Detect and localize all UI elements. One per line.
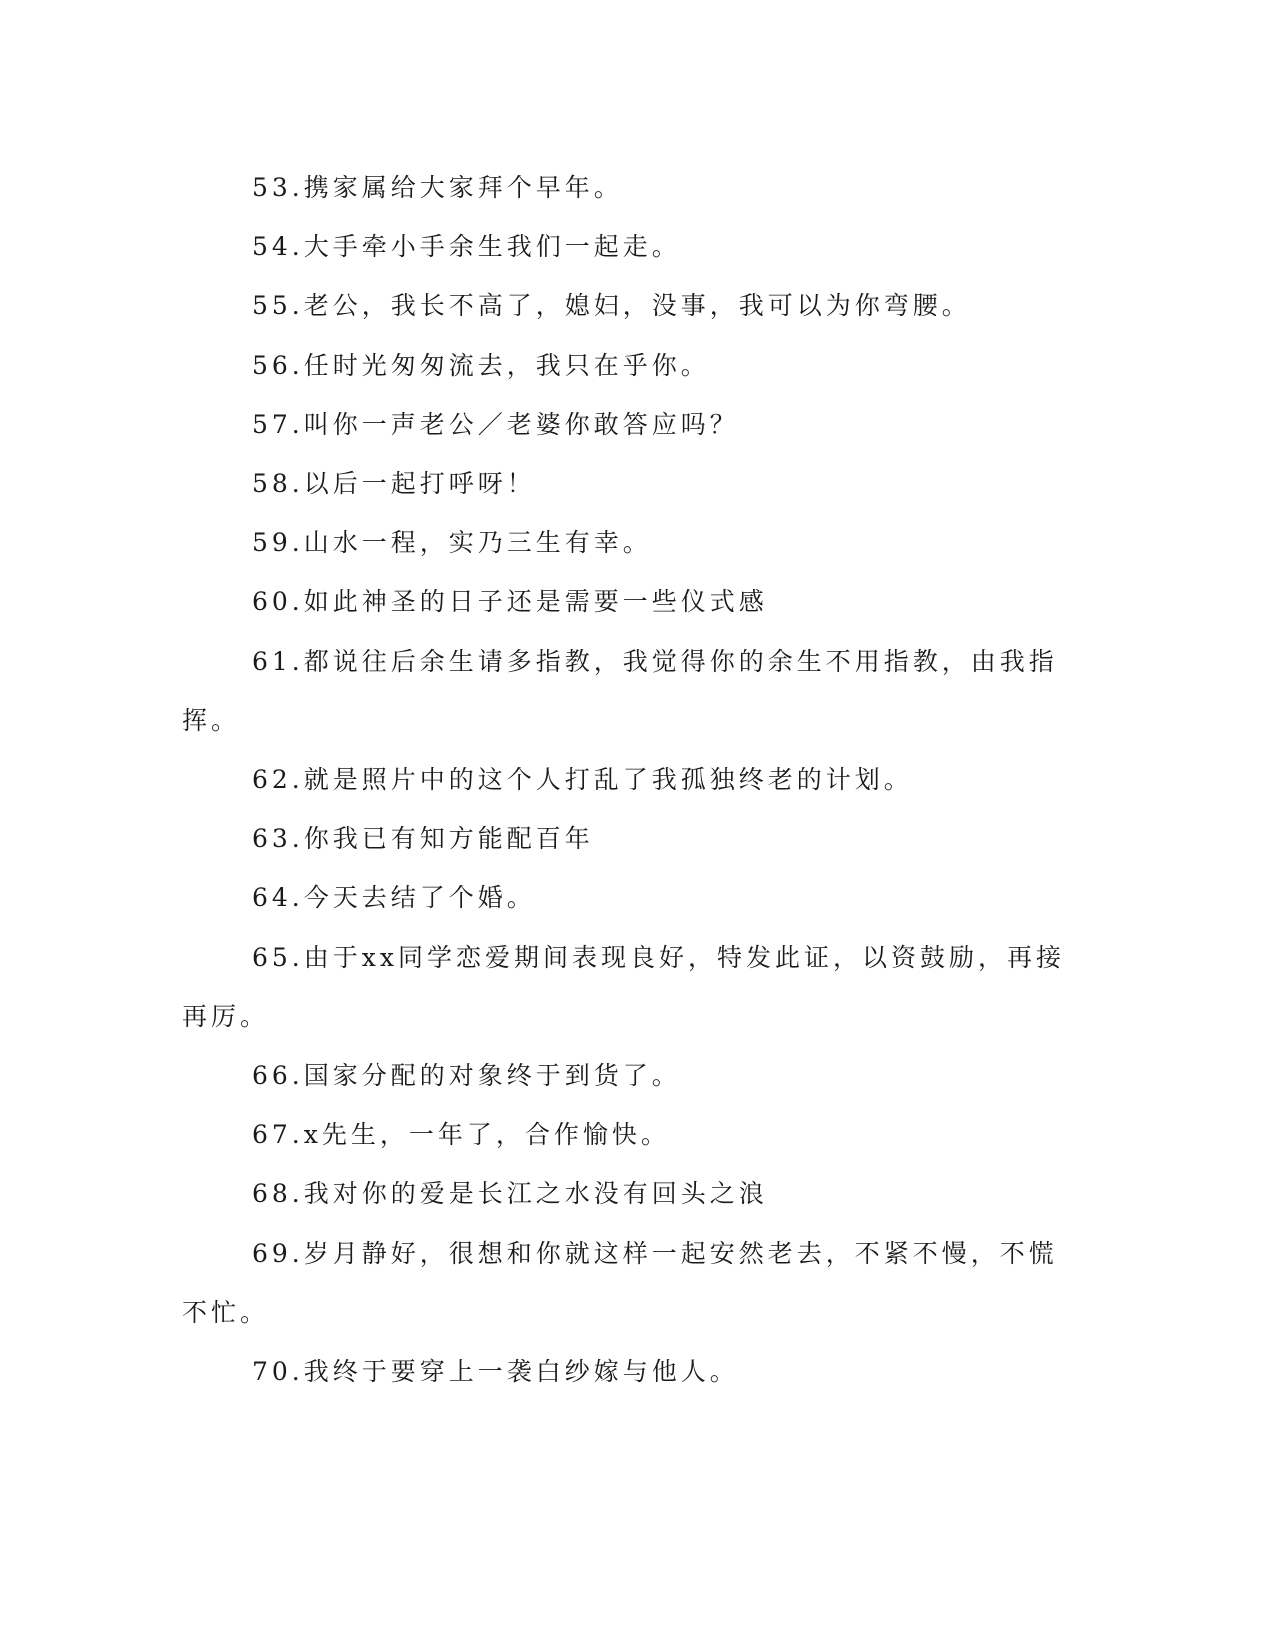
paragraph-62: 62.就是照片中的这个人打乱了我孤独终老的计划。: [252, 765, 913, 795]
paragraph-65: 65.由于xx同学恋爱期间表现良好，特发此证，以资鼓励，再接再厉。: [182, 942, 1065, 1031]
paragraph-56: 56.任时光匆匆流去，我只在乎你。: [252, 350, 710, 380]
paragraph-67: 67.x先生，一年了，合作愉快。: [252, 1120, 670, 1150]
paragraph-55: 55.老公，我长不高了，媳妇，没事，我可以为你弯腰。: [252, 291, 971, 321]
paragraph-58: 58.以后一起打呼呀！: [252, 469, 536, 499]
paragraph-59: 59.山水一程，实乃三生有幸。: [252, 528, 652, 558]
paragraph-69: 69.岁月静好，很想和你就这样一起安然老去，不紧不慢，不慌不忙。: [182, 1238, 1058, 1327]
paragraph-68: 68.我对你的爱是长江之水没有回头之浪: [252, 1179, 768, 1209]
paragraph-60: 60.如此神圣的日子还是需要一些仪式感: [252, 587, 768, 617]
paragraph-61: 61.都说往后余生请多指教，我觉得你的余生不用指教，由我指挥。: [182, 646, 1058, 735]
paragraph-54: 54.大手牵小手余生我们一起走。: [252, 232, 681, 262]
paragraph-64: 64.今天去结了个婚。: [252, 883, 536, 913]
paragraph-63: 63.你我已有知方能配百年: [252, 824, 594, 854]
paragraph-53: 53.携家属给大家拜个早年。: [252, 173, 623, 202]
paragraph-70: 70.我终于要穿上一袭白纱嫁与他人。: [252, 1357, 739, 1387]
document-body: [182, 158, 1076, 1401]
paragraph-57: 57.叫你一声老公／老婆你敢答应吗？: [252, 409, 739, 439]
paragraph-66: 66.国家分配的对象终于到货了。: [252, 1061, 681, 1091]
